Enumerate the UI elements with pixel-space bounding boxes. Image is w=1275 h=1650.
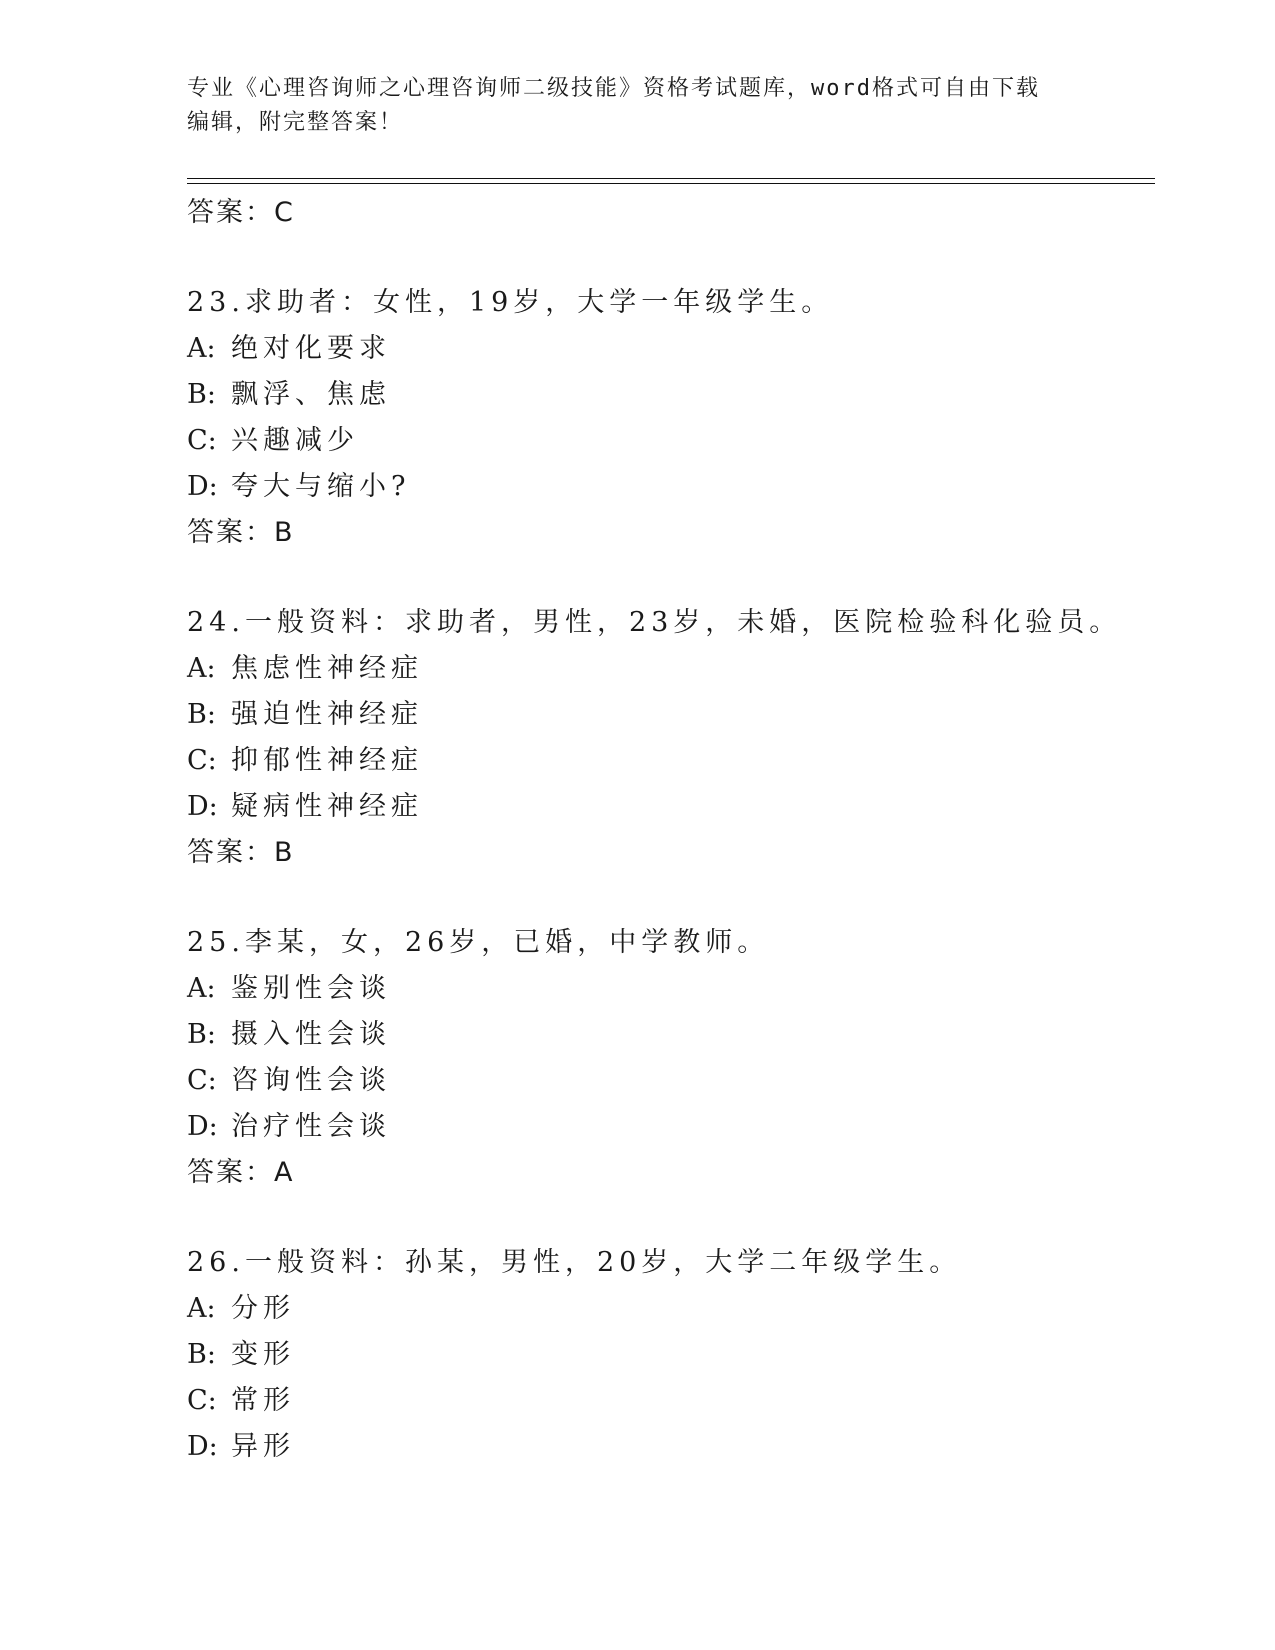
option-text: 常形 xyxy=(231,1385,295,1416)
answer-line: 答案：B xyxy=(187,837,295,868)
header-rule-top xyxy=(187,178,1155,179)
option-text: 鉴别性会谈 xyxy=(231,973,391,1004)
option-label: D: xyxy=(187,471,218,502)
option-text: 咨询性会谈 xyxy=(231,1065,391,1096)
option-text: 疑病性神经症 xyxy=(231,791,423,822)
question-stem: 23.求助者：女性，19岁，大学一年级学生。 xyxy=(187,287,834,318)
option-text: 飘浮、焦虑 xyxy=(231,379,391,410)
option-a xyxy=(187,646,1147,692)
document-body xyxy=(187,190,1147,1470)
option-d xyxy=(187,784,1147,830)
option-d xyxy=(187,1424,1147,1470)
option-b xyxy=(187,1012,1147,1058)
option-text: 强迫性神经症 xyxy=(231,699,423,730)
option-text: 治疗性会谈 xyxy=(231,1111,391,1142)
option-b xyxy=(187,692,1147,738)
option-label: A: xyxy=(187,1293,216,1324)
option-c xyxy=(187,418,1147,464)
header-rule-bottom xyxy=(187,183,1155,184)
option-text: 夸大与缩小? xyxy=(231,471,411,502)
option-text: 分形 xyxy=(231,1293,295,1324)
previous-answer: 答案：C xyxy=(187,197,295,228)
option-c xyxy=(187,1378,1147,1424)
document-header xyxy=(187,72,1087,140)
question-stem: 24.一般资料：求助者，男性，23岁，未婚，医院检验科化验员。 xyxy=(187,607,1122,638)
header-line-2: 编辑，附完整答案！ xyxy=(187,110,404,135)
option-label: C: xyxy=(187,745,217,776)
option-label: B: xyxy=(187,1339,216,1370)
option-d xyxy=(187,464,1147,510)
option-a xyxy=(187,966,1147,1012)
option-text: 兴趣减少 xyxy=(231,425,359,456)
option-c xyxy=(187,1058,1147,1104)
option-b xyxy=(187,372,1147,418)
option-label: D: xyxy=(187,791,218,822)
option-label: B: xyxy=(187,379,216,410)
question-stem: 25.李某，女，26岁，已婚，中学教师。 xyxy=(187,927,770,958)
option-text: 变形 xyxy=(231,1339,295,1370)
option-label: A: xyxy=(187,653,216,684)
option-c xyxy=(187,738,1147,784)
option-label: B: xyxy=(187,1019,216,1050)
question-26 xyxy=(187,1240,1147,1470)
option-label: A: xyxy=(187,333,216,364)
option-text: 绝对化要求 xyxy=(231,333,391,364)
header-line-1: 专业《心理咨询师之心理咨询师二级技能》资格考试题库，word格式可自由下载 xyxy=(187,76,1040,101)
option-text: 焦虑性神经症 xyxy=(231,653,423,684)
option-d xyxy=(187,1104,1147,1150)
option-label: D: xyxy=(187,1431,218,1462)
option-label: C: xyxy=(187,1065,217,1096)
question-24 xyxy=(187,600,1147,876)
answer-line: 答案：B xyxy=(187,517,295,548)
option-label: D: xyxy=(187,1111,218,1142)
option-label: C: xyxy=(187,1385,217,1416)
option-a xyxy=(187,326,1147,372)
option-text: 摄入性会谈 xyxy=(231,1019,391,1050)
question-25 xyxy=(187,920,1147,1196)
option-a xyxy=(187,1286,1147,1332)
option-text: 异形 xyxy=(231,1431,295,1462)
option-b xyxy=(187,1332,1147,1378)
option-text: 抑郁性神经症 xyxy=(231,745,423,776)
question-23 xyxy=(187,280,1147,556)
option-label: C: xyxy=(187,425,217,456)
answer-line: 答案：A xyxy=(187,1157,295,1188)
option-label: A: xyxy=(187,973,216,1004)
question-stem: 26.一般资料：孙某，男性，20岁，大学二年级学生。 xyxy=(187,1247,962,1278)
option-label: B: xyxy=(187,699,216,730)
